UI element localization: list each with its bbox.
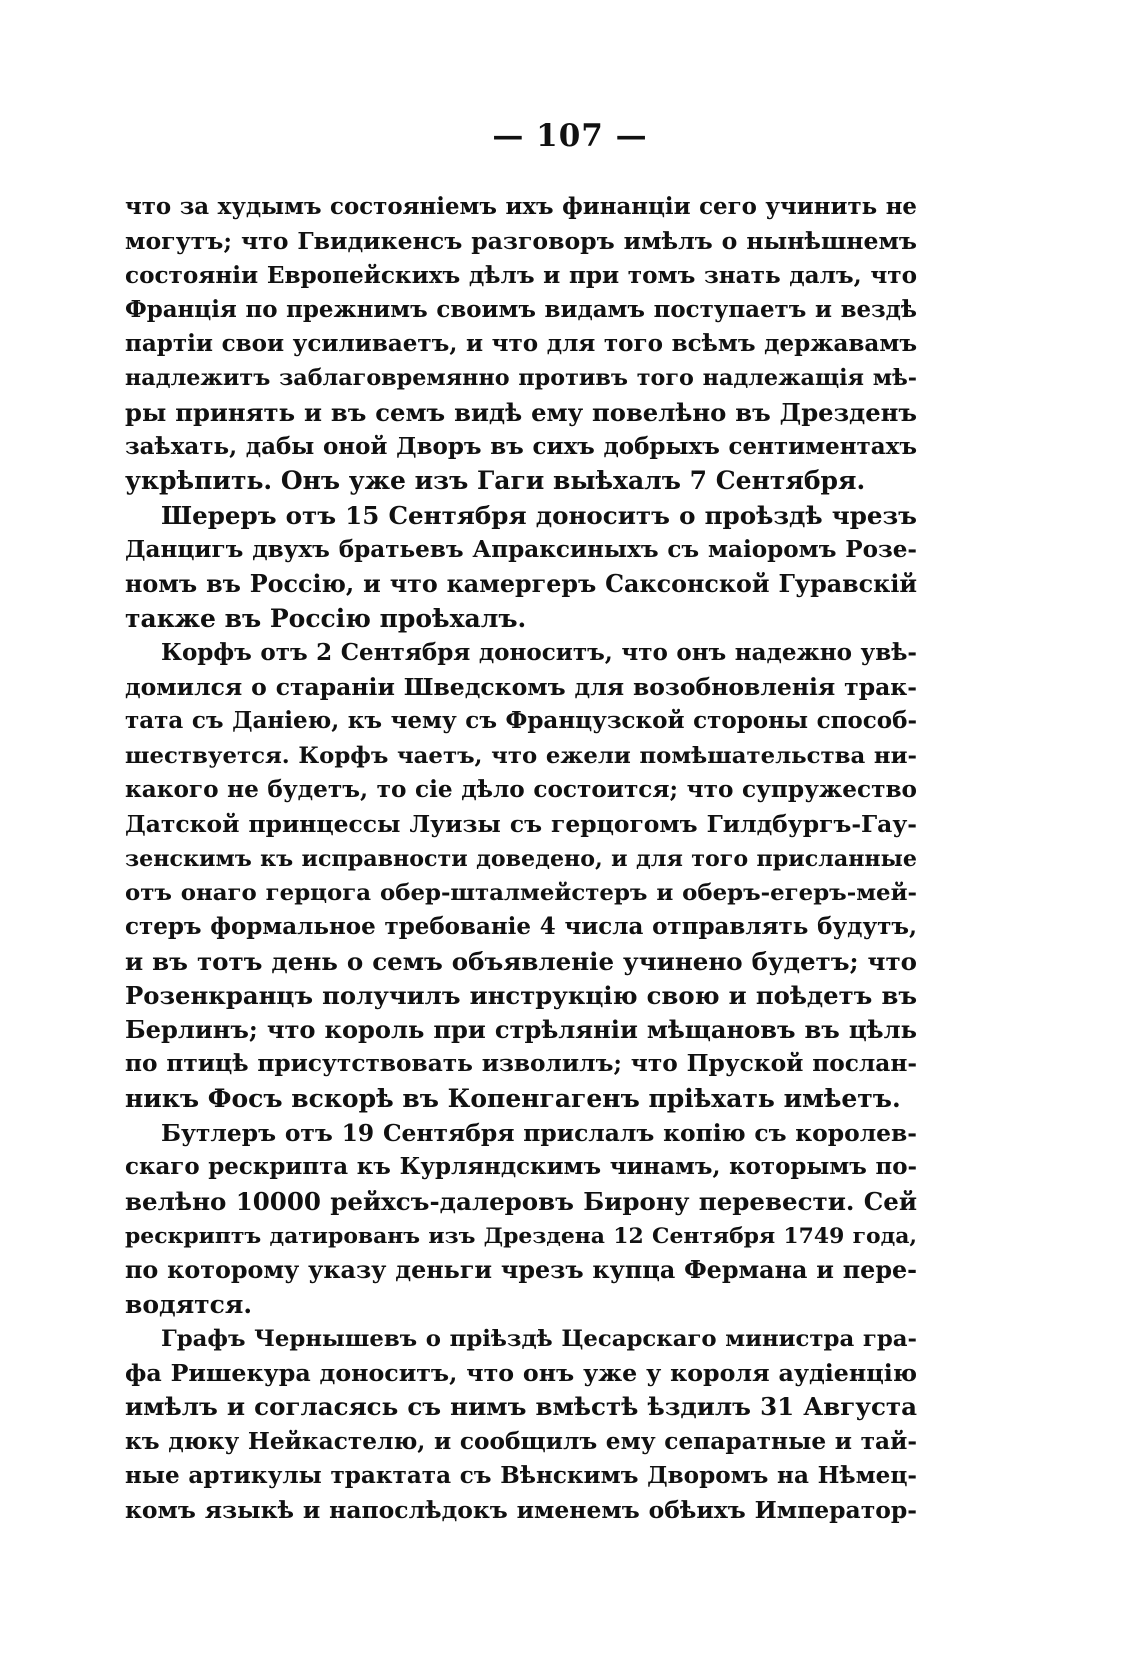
text-line: отъ онаго герцога обер-шталмейстеръ и оберъ-егеръ-мей-	[125, 879, 917, 906]
paragraph	[125, 499, 917, 636]
text-line: имѣлъ и согласясь съ нимъ вмѣстѣ ѣздилъ 31 Августа	[125, 1392, 917, 1422]
text-line: партіи свои усиливаетъ, и что для того всѣмъ державамъ	[125, 330, 917, 358]
text-line: Розенкранцъ получилъ инструкцію свою и поѣдетъ въ	[125, 980, 917, 1010]
text-line: фа Ришекура доноситъ, что онъ уже у короля аудіенцію	[125, 1359, 917, 1388]
text-line: тата съ Даніею, къ чему съ Французской стороны способ-	[125, 707, 917, 735]
text-line: могутъ; что Гвидикенсъ разговоръ имѣлъ о нынѣшнемъ	[125, 227, 917, 256]
paragraph	[125, 1116, 917, 1322]
text-line: укрѣпить. Онъ уже изъ Гаги выѣхалъ 7 Сентября.	[125, 466, 866, 496]
text-line: зенскимъ къ исправности доведено, и для того присланные	[125, 845, 917, 872]
text-line: надлежитъ заблаговремянно противъ того надлежащія мѣ-	[125, 365, 917, 392]
text-line: номъ въ Россію, и что камергеръ Саксонской Гуравскій	[125, 570, 917, 599]
text-line: ные артикулы трактата съ Вѣнскимъ Дворомъ на Нѣмец-	[125, 1461, 917, 1489]
text-line: заѣхать, дабы оной Дворъ въ сихъ добрыхъ сентиментахъ	[125, 433, 917, 461]
text-line: какого не будетъ, то сіе дѣло состоится; что супружество	[125, 776, 917, 804]
text-line: никъ Фосъ вскорѣ въ Копенгагенъ пріѣхать имѣетъ.	[125, 1083, 901, 1113]
text-line: скаго рескрипта къ Курляндскимъ чинамъ, которымъ по-	[125, 1153, 917, 1181]
body-text	[125, 190, 917, 1528]
text-line: что за худымъ состояніемъ ихъ финанціи сего учинить не	[125, 194, 917, 220]
text-line: Графъ Чернышевъ о пріѣздѣ Цесарскаго министра гра-	[161, 1325, 917, 1352]
text-line: водятся.	[125, 1289, 253, 1319]
text-line: Бутлеръ отъ 19 Сентября прислалъ копію съ королев-	[161, 1119, 917, 1148]
text-line: рескриптъ датированъ изъ Дрездена 12 Сентября 1749 года,	[125, 1222, 917, 1249]
page-number: — 107 —	[492, 118, 648, 154]
paragraph	[125, 1322, 917, 1528]
paragraph	[125, 190, 917, 499]
text-line: шествуется. Корфъ чаетъ, что ежели помѣшательства ни-	[125, 742, 917, 769]
text-line: Франція по прежнимъ своимъ видамъ поступаетъ и вездѣ	[125, 295, 917, 323]
text-line: Данцигъ двухъ братьевъ Апраксиныхъ съ маіоромъ Розе-	[125, 535, 917, 563]
text-line: Датской принцессы Луизы съ герцогомъ Гилдбургъ-Гау-	[125, 810, 917, 839]
text-line: стеръ формальное требованіе 4 числа отправлять будутъ,	[125, 913, 917, 941]
text-line: Шереръ отъ 15 Сентября доноситъ о проѣздѣ чрезъ	[161, 500, 917, 530]
text-line: по которому указу деньги чрезъ купца Фермана и пере-	[125, 1256, 917, 1285]
text-line: и въ тотъ день о семъ объявленіе учинено будетъ; что	[125, 946, 917, 976]
text-line: Корфъ отъ 2 Сентября доноситъ, что онъ надежно увѣ-	[161, 638, 917, 666]
text-line: состояніи Европейскихъ дѣлъ и при томъ знать далъ, что	[125, 261, 917, 289]
text-line: домился о стараніи Шведскомъ для возобновленія трак-	[125, 673, 917, 702]
text-line: комъ языкѣ и напослѣдокъ именемъ обѣихъ Император-	[125, 1496, 917, 1525]
text-line: велѣно 10000 рейхсъ-далеровъ Бирону перевести. Сей	[125, 1186, 917, 1216]
text-line: также въ Россію проѣхалъ.	[125, 603, 527, 633]
text-line: Берлинъ; что король при стрѣляніи мѣщановъ въ цѣль	[125, 1015, 917, 1045]
paragraph	[125, 636, 917, 1116]
text-line: къ дюку Нейкастелю, и сообщилъ ему сепаратные и тай-	[125, 1427, 917, 1455]
text-line: ры принять и въ семъ видѣ ему повелѣно въ Дрезденъ	[125, 397, 917, 427]
text-line: по птицѣ присутствовать изволилъ; что Пруской послан-	[125, 1050, 917, 1078]
